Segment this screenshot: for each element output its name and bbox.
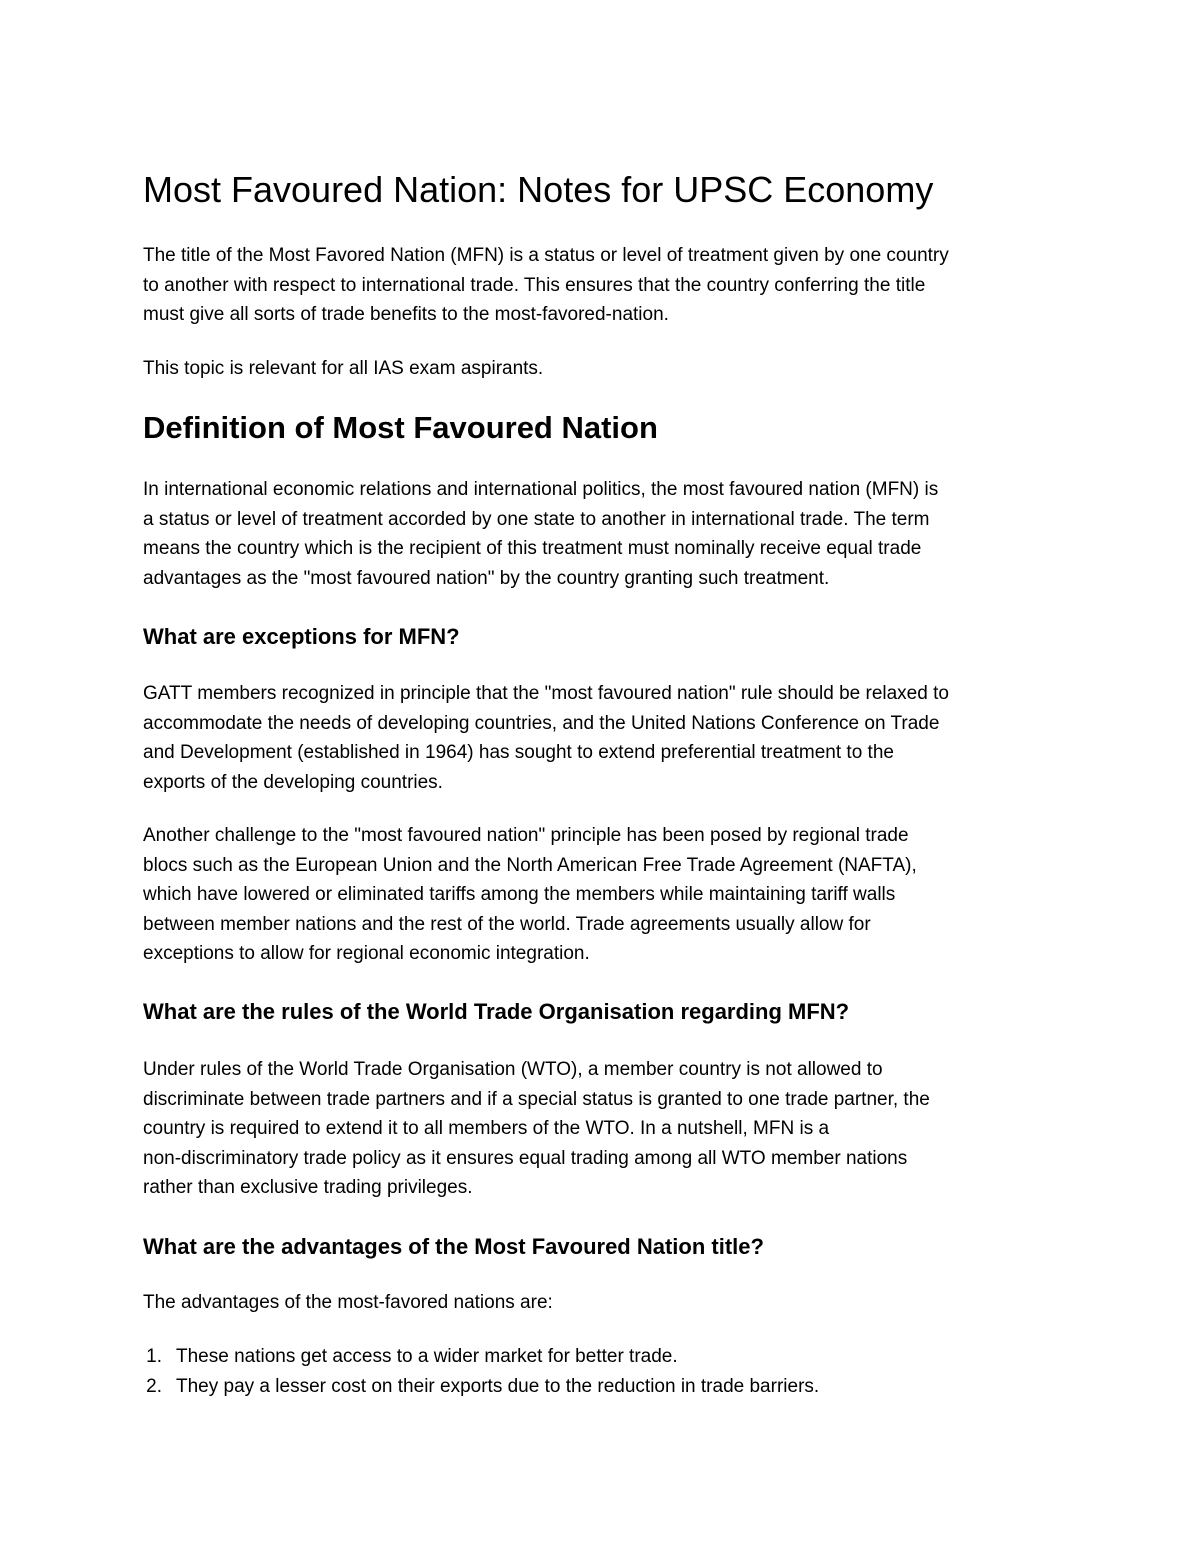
- exceptions-paragraph-2: [143, 821, 917, 969]
- text-line: exports of the developing countries.: [143, 771, 443, 793]
- text-line: accommodate the needs of developing countries, and the United Nations Conference on Trade: [143, 712, 940, 734]
- definition-paragraph: [143, 475, 938, 593]
- text-line: discriminate between trade partners and if a special status is granted to one trade partner, the: [143, 1088, 930, 1110]
- text-line: means the country which is the recipient of this treatment must nominally receive equal trade: [143, 538, 922, 559]
- list-text: These nations get access to a wider market for better trade.: [176, 1346, 678, 1367]
- text-line: must give all sorts of trade benefits to the most-favored-nation.: [143, 304, 669, 325]
- text-line: a status or level of treatment accorded by one state to another in international trade. The term: [143, 508, 930, 530]
- text-line: between member nations and the rest of the world. Trade agreements usually allow for: [143, 913, 871, 935]
- text-line: GATT members recognized in principle that the "most favoured nation" rule should be relaxed to: [143, 683, 949, 704]
- text-line: blocs such as the European Union and the North American Free Trade Agreement (NAFTA),: [143, 854, 917, 876]
- exceptions-heading: What are exceptions for MFN?: [143, 624, 460, 649]
- text-line: Another challenge to the "most favoured nation" principle has been posed by regional trade: [143, 825, 909, 846]
- list-text: They pay a lesser cost on their exports due to the reduction in trade barriers.: [176, 1375, 820, 1397]
- text-line: rather than exclusive trading privileges.: [143, 1177, 473, 1198]
- wto-heading: What are the rules of the World Trade Organisation regarding MFN?: [143, 999, 850, 1024]
- text-line: advantages as the "most favoured nation" by the country granting such treatment.: [143, 567, 830, 589]
- wto-paragraph: [143, 1055, 930, 1203]
- list-number: 1.: [146, 1346, 162, 1367]
- list-item: [141, 1342, 819, 1372]
- text-line: country is required to extend it to all members of the WTO. In a nutshell, MFN is a: [143, 1118, 830, 1139]
- document-title: Most Favoured Nation: Notes for UPSC Economy: [143, 169, 934, 210]
- text-line: non-discriminatory trade policy as it ensures equal trading among all WTO member nations: [143, 1147, 908, 1169]
- advantages-heading: What are the advantages of the Most Favoured Nation title?: [143, 1234, 764, 1259]
- list-number: 2.: [146, 1375, 162, 1397]
- text-line: The title of the Most Favored Nation (MFN) is a status or level of treatment given by one country: [143, 245, 949, 266]
- definition-heading: Definition of Most Favoured Nation: [143, 410, 658, 445]
- text-line: Under rules of the World Trade Organisation (WTO), a member country is not allowed to: [143, 1059, 883, 1080]
- text-line: and Development (established in 1964) has sought to extend preferential treatment to the: [143, 742, 894, 763]
- exceptions-paragraph-1: [143, 679, 949, 797]
- text-line: exceptions to allow for regional economic integration.: [143, 943, 590, 964]
- relevance-paragraph: This topic is relevant for all IAS exam aspirants.: [143, 358, 544, 379]
- text-line: In international economic relations and international politics, the most favoured nation (MFN) is: [143, 479, 939, 500]
- intro-paragraph: [143, 241, 949, 330]
- advantages-list: [141, 1342, 819, 1401]
- text-line: which have lowered or eliminated tariffs among the members while maintaining tariff walls: [143, 884, 896, 905]
- text-line: to another with respect to international trade. This ensures that the country conferring the title: [143, 274, 926, 296]
- list-item: [141, 1372, 819, 1402]
- advantages-intro: The advantages of the most-favored nations are:: [143, 1292, 553, 1313]
